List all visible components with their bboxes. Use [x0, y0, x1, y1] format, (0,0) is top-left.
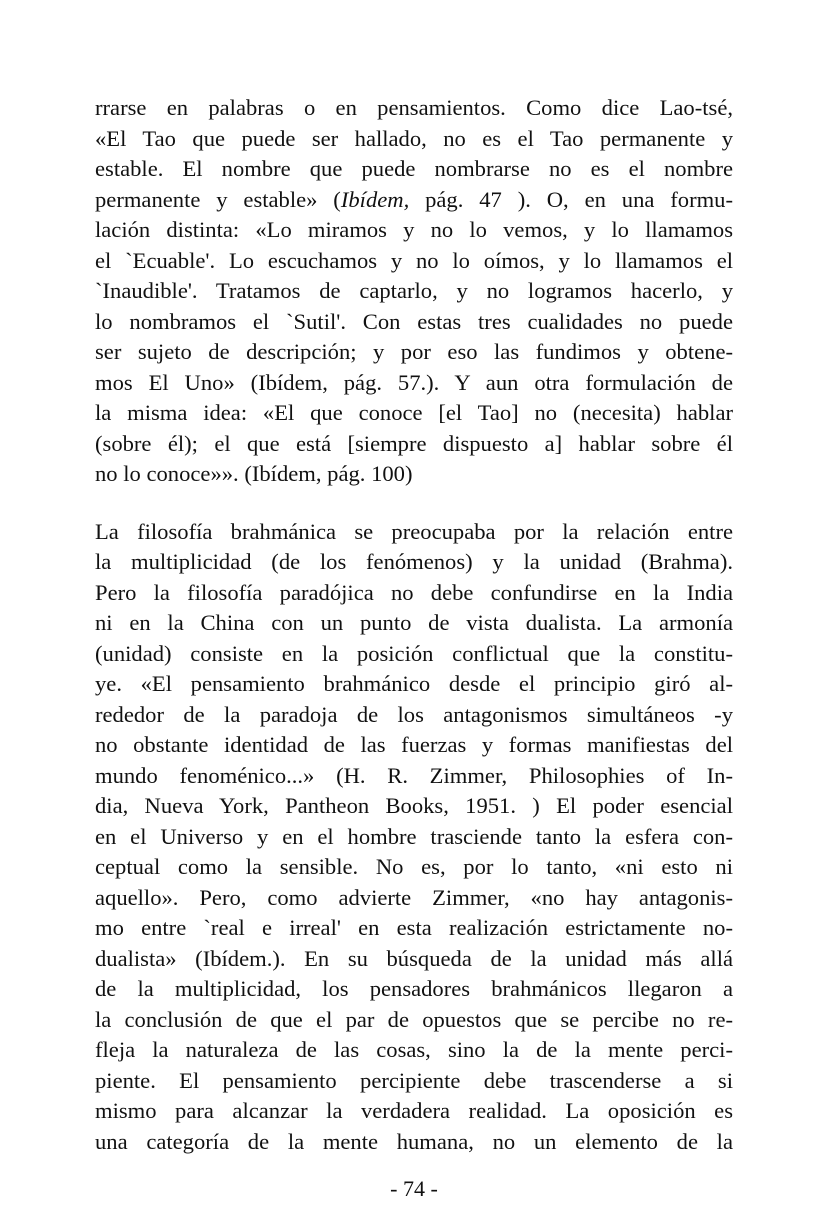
text-line: fleja la naturaleza de las cosas, sino la de la mente perci-	[95, 1037, 733, 1062]
text-line: la conclusión de que el par de opuestos que se percibe no re-	[95, 1006, 733, 1032]
text-line: rrarse en palabras o en pensamientos. Como dice Lao-tsé,	[95, 95, 733, 120]
text-line: en el Universo y en el hombre trasciende tanto la esfera con-	[95, 823, 733, 849]
text-line: una categoría de la mente humana, no un elemento de la	[95, 1128, 733, 1154]
text-line: dia, Nueva York, Pantheon Books, 1951. ) El poder esencial	[95, 793, 733, 818]
italic-citation: Ibídem,	[340, 186, 410, 212]
text-segment: permanente y estable» (	[95, 186, 341, 212]
text-line	[95, 185, 733, 216]
text-line: piente. El pensamiento percipiente debe trascenderse a si	[95, 1067, 733, 1093]
text-line: dualista» (Ibídem.). En su búsqueda de la unidad más allá	[95, 945, 733, 971]
text-line: la multiplicidad (de los fenómenos) y la unidad (Brahma).	[95, 549, 733, 574]
text-line: la misma idea: «El que conoce [el Tao] no (necesita) hablar	[95, 400, 733, 425]
paragraph	[95, 517, 733, 1158]
text-line: (sobre él); el que está [siempre dispuesto a] hablar sobre él	[95, 430, 733, 456]
text-line: no lo conoce»». (Ibídem, pág. 100)	[95, 461, 413, 486]
text-line: no obstante identidad de las fuerzas y formas manifiestas del	[95, 732, 733, 757]
text-line: `Inaudible'. Tratamos de captarlo, y no logramos hacerlo, y	[95, 278, 733, 303]
text-line: el `Ecuable'. Lo escuchamos y no lo oímos, y lo llamamos el	[95, 247, 733, 273]
text-line: La filosofía brahmánica se preocupaba por la relación entre	[95, 518, 733, 544]
paragraph	[95, 93, 733, 490]
text-line: estable. El nombre que puede nombrarse no es el nombre	[95, 156, 733, 181]
text-line: ceptual como la sensible. No es, por lo tanto, «ni esto ni	[95, 854, 733, 879]
text-line: aquello». Pero, como advierte Zimmer, «no hay antagonis-	[95, 884, 733, 910]
text-line: ser sujeto de descripción; y por eso las fundimos y obtene-	[95, 339, 733, 364]
page-number: - 74 -	[390, 1176, 438, 1201]
text-line: lo nombramos el `Sutil'. Con estas tres cualidades no puede	[95, 308, 733, 334]
page-body	[95, 93, 733, 1184]
text-line: ye. «El pensamiento brahmánico desde el principio giró al-	[95, 671, 733, 696]
text-line: ni en la China con un punto de vista dualista. La armonía	[95, 610, 733, 635]
text-line: mismo para alcanzar la verdadera realidad. La oposición es	[95, 1098, 733, 1123]
text-line: mundo fenoménico...» (H. R. Zimmer, Philosophies of In-	[95, 762, 733, 788]
text-line: mo entre `real e irreal' en esta realización estrictamente no-	[95, 915, 733, 940]
text-line: lación distinta: «Lo miramos y no lo vemos, y lo llamamos	[95, 217, 733, 242]
text-line: Pero la filosofía paradójica no debe confundirse en la India	[95, 579, 733, 605]
text-line: mos El Uno» (Ibídem, pág. 57.). Y aun otra formulación de	[95, 369, 733, 395]
text-segment: pág. 47 ). O, en una formu-	[409, 186, 734, 212]
text-line: rededor de la paradoja de los antagonismos simultáneos -y	[95, 701, 733, 727]
text-line: «El Tao que puede ser hallado, no es el Tao permanente y	[95, 125, 733, 151]
text-line: (unidad) consiste en la posición conflictual que la constitu-	[95, 640, 733, 666]
text-line: de la multiplicidad, los pensadores brahmánicos llegaron a	[95, 976, 733, 1001]
